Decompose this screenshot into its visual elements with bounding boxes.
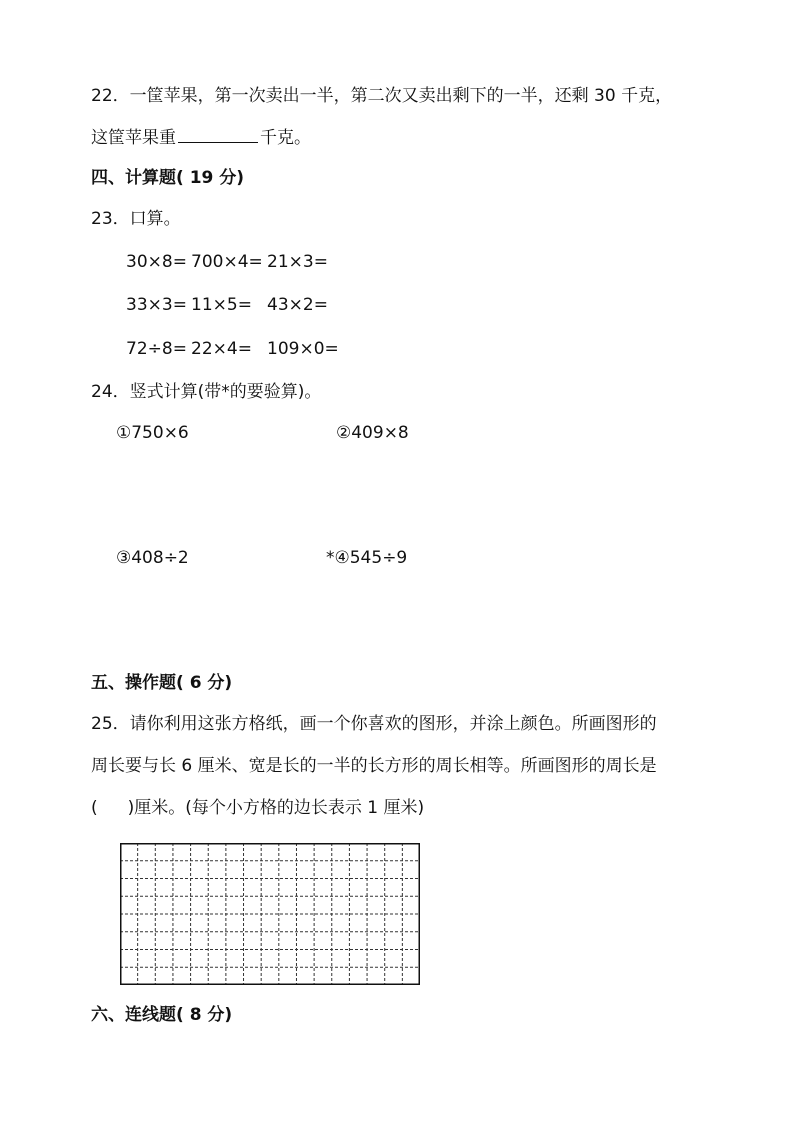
- vertical-calc-1: ①750×6: [116, 423, 189, 443]
- question-22-line1: 22．一筐苹果，第一次卖出一半，第二次又卖出剩下的一半，还剩 30 千克，: [91, 86, 673, 106]
- vertical-calc-2: ②409×8: [336, 423, 409, 443]
- oral-calc-r3-c3: 109×0=: [267, 339, 339, 359]
- oral-calc-r2-c3: 43×2=: [267, 295, 328, 315]
- section-6-title: 六、连线题( 8 分): [91, 1005, 233, 1025]
- oral-calc-r1-c1: 30×8=: [126, 252, 187, 272]
- section-4-title: 四、计算题( 19 分): [91, 168, 245, 188]
- question-22-line2: [91, 128, 311, 147]
- oral-calc-r3-c2: 22×4=: [191, 339, 252, 359]
- question-22-suffix: 千克。: [260, 128, 311, 148]
- section-5-title: 五、操作题( 6 分): [91, 673, 233, 693]
- question-25-line3-rest: )厘米。(每个小方格的边长表示 1 厘米): [127, 798, 425, 818]
- vertical-calc-4: *④545÷9: [326, 548, 408, 568]
- question-24-title: 24．竖式计算(带*的要验算)。: [91, 382, 322, 402]
- oral-calc-r3-c1: 72÷8=: [126, 339, 187, 359]
- answer-paren-open: (: [91, 798, 98, 818]
- question-25-line3: [91, 800, 424, 817]
- answer-blank[interactable]: [178, 128, 258, 143]
- question-25-line1: 25．请你利用这张方格纸，画一个你喜欢的图形，并涂上颜色。所画图形的: [91, 714, 657, 734]
- oral-calc-r2-c2: 11×5=: [191, 295, 252, 315]
- oral-calc-r2-c1: 33×3=: [126, 295, 187, 315]
- vertical-calc-3: ③408÷2: [116, 548, 189, 568]
- grid-paper[interactable]: [120, 843, 420, 985]
- question-25-line2: 周长要与长 6 厘米、宽是长的一半的长方形的周长相等。所画图形的周长是: [91, 756, 657, 776]
- oral-calc-r1-c3: 21×3=: [267, 252, 328, 272]
- grid-paper-lines: [120, 843, 420, 985]
- oral-calc-r1-c2: 700×4=: [191, 252, 263, 272]
- question-22-prefix: 这筐苹果重: [91, 128, 176, 148]
- question-23-title: 23．口算。: [91, 209, 181, 229]
